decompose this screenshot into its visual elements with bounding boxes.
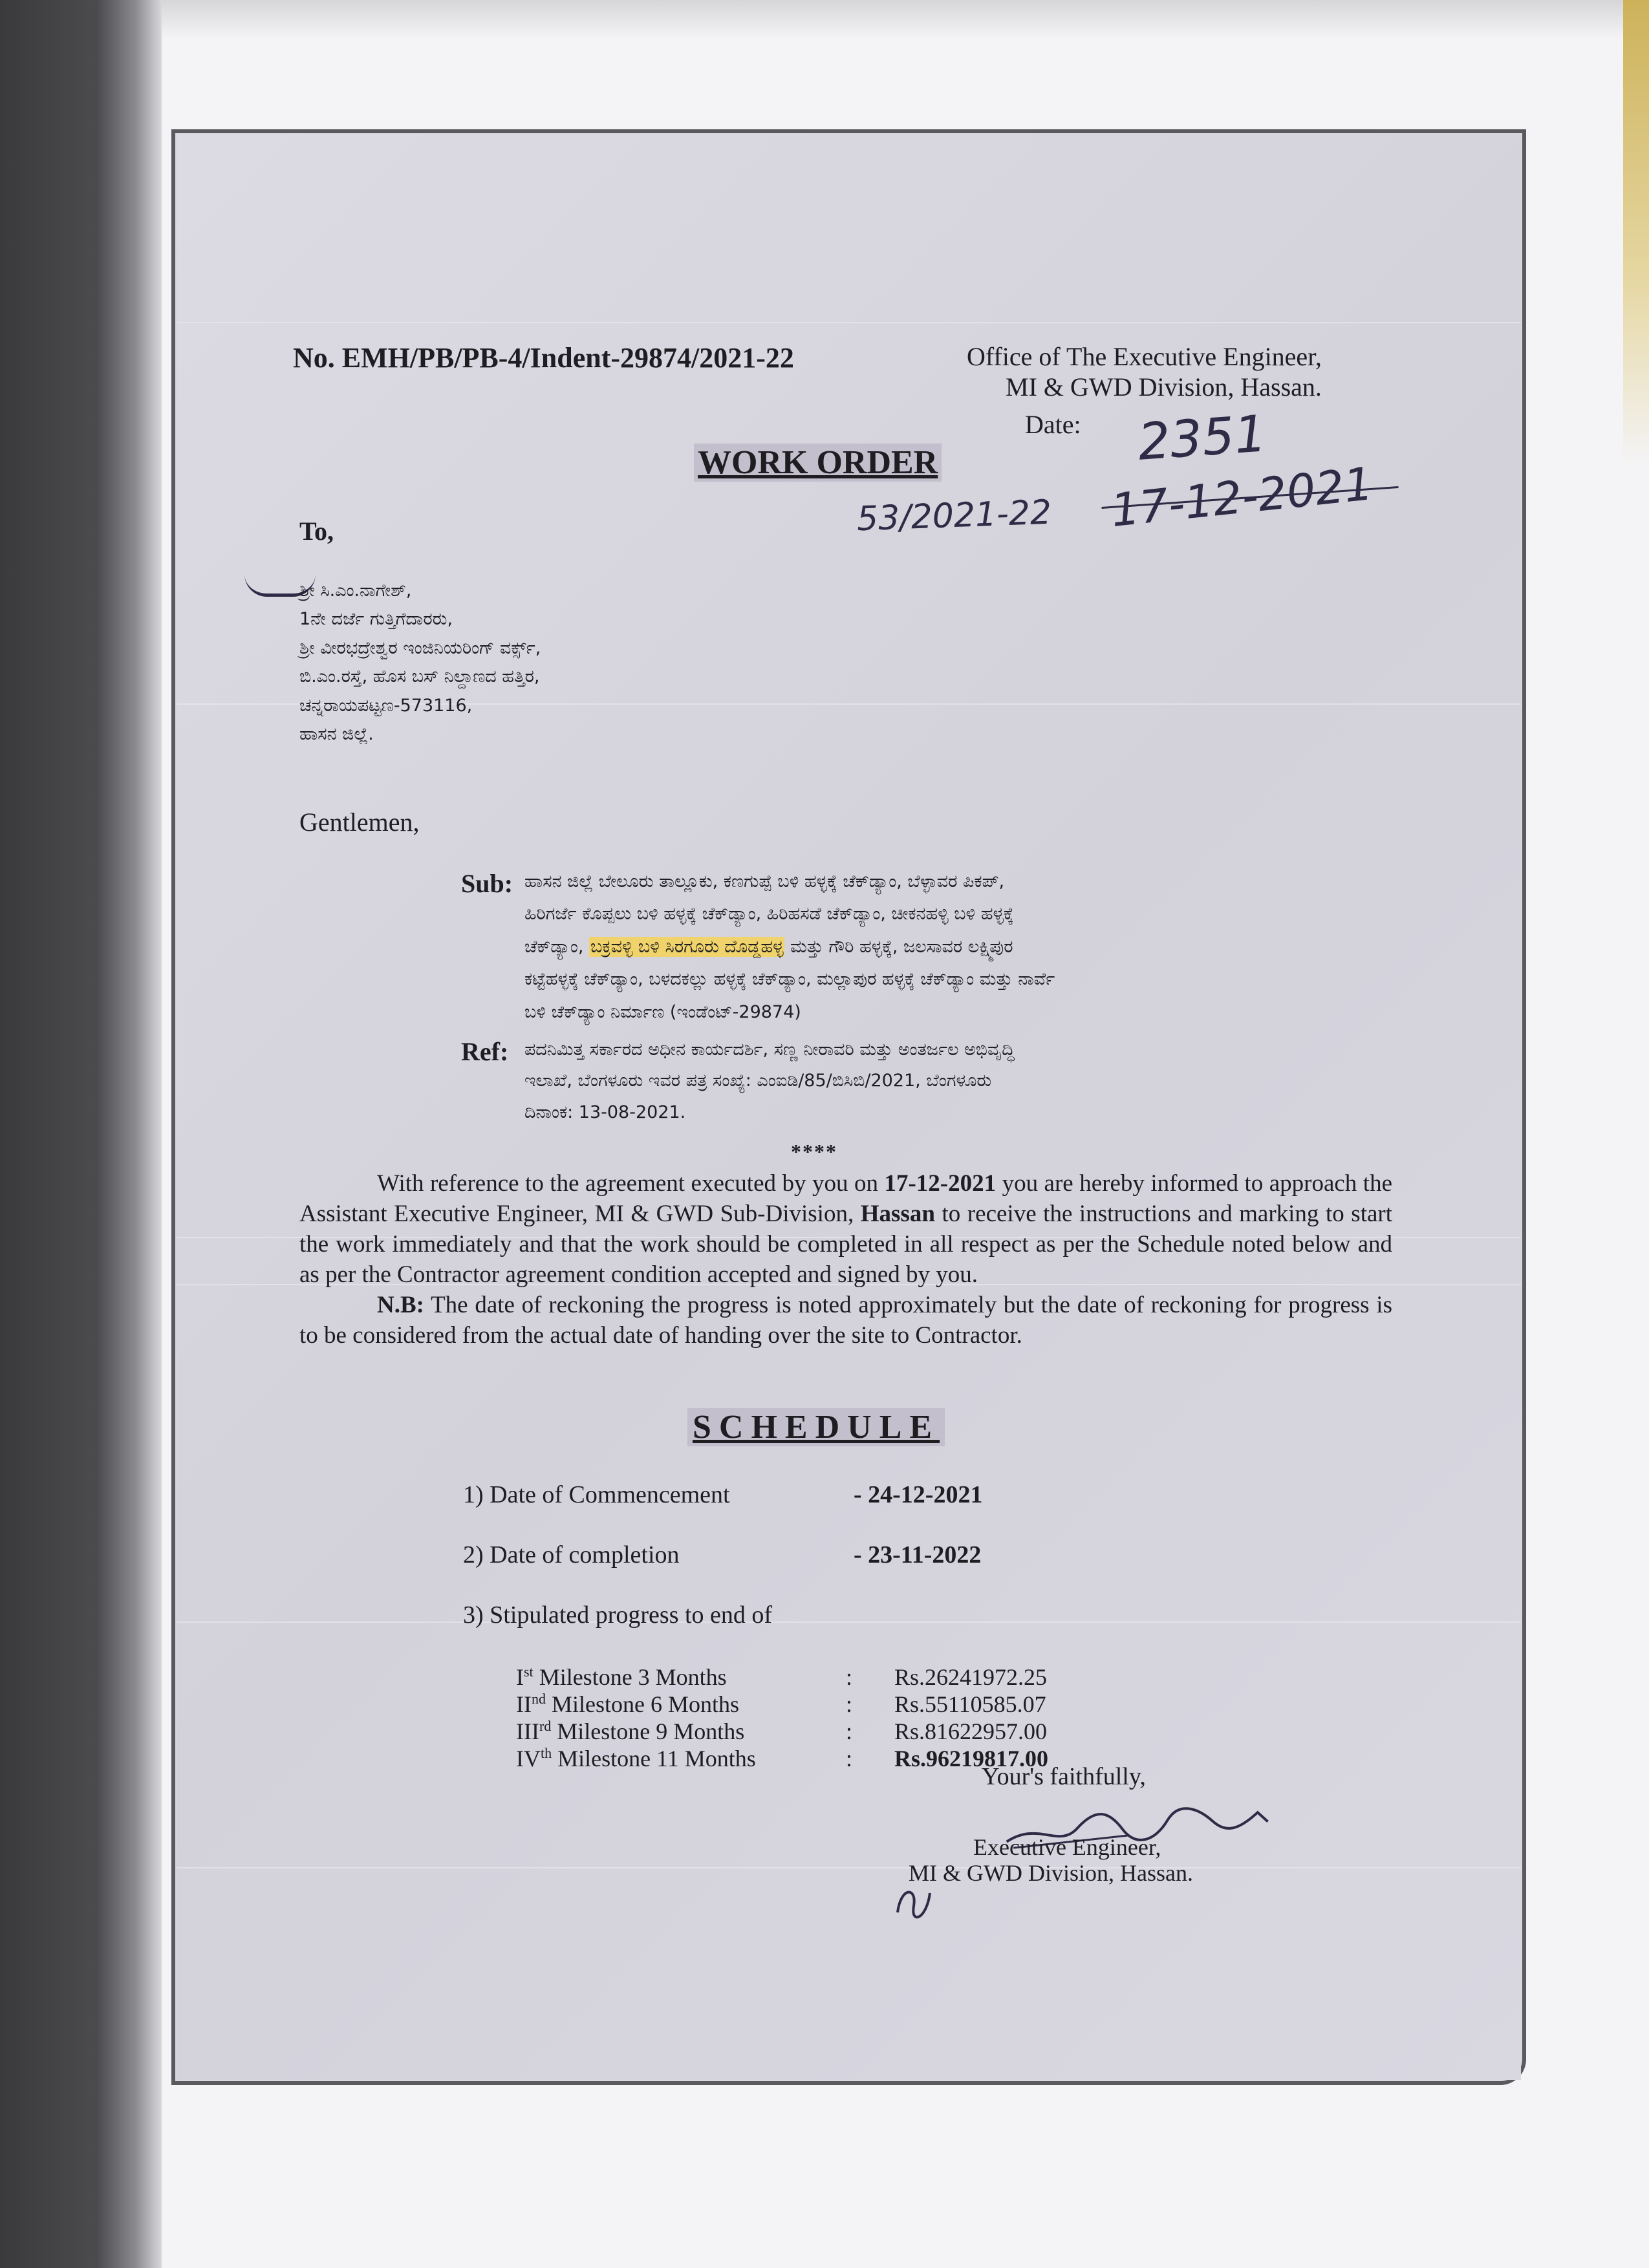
- milestone-amount: Rs.26241972.25: [894, 1664, 1048, 1690]
- address-line: ಹಾಸನ ಜಿಲ್ಲೆ.: [299, 723, 374, 744]
- schedule-value: - 23-11-2022: [854, 1541, 982, 1568]
- address-line: 1ನೇ ದರ್ಜೆ ಗುತ್ತಿಗೆದಾರರು,: [299, 609, 453, 630]
- scanline: [177, 1867, 1521, 1868]
- subject-line: [524, 937, 1055, 957]
- reference-number: No. EMH/PB/PB-4/Indent-29874/2021-22: [293, 342, 794, 374]
- milestone-amount: Rs.55110585.07: [894, 1691, 1046, 1717]
- scanline: [177, 1621, 1521, 1623]
- handwritten-date: 17-12-2021: [1108, 456, 1375, 538]
- place-name: Hassan: [860, 1200, 935, 1227]
- reference-line: ಇಲಾಖೆ, ಬೆಂಗಳೂರು ಇವರ ಪತ್ರ ಸಂಖ್ಯೆ: ಎಂಐಡಿ/85/ಬಿಸಿಬಿ/2021, ಬೆಂಗಳೂರು: [524, 1071, 992, 1091]
- nb-paragraph: [299, 1290, 1392, 1351]
- milestone-amount: Rs.81622957.00: [894, 1718, 1048, 1744]
- schedule-title: SCHEDULE: [687, 1408, 945, 1446]
- address-line: ಬಿ.ಎಂ.ರಸ್ತೆ, ಹೊಸ ಬಸ್ ನಿಲ್ದಾಣದ ಹತ್ತಿರ,: [299, 667, 540, 687]
- highlighted-text: ಬಕ್ರವಳ್ಳಿ ಬಳಿ ಸಿರಗೂರು ದೊಡ್ಡಹಳ್ಳ: [590, 936, 784, 957]
- nb-text: The date of reckoning the progress is noted approximately but the date of reckoning for progress is to be considered from the actual date of handing over the site to Contractor.: [299, 1291, 1392, 1349]
- reference-text: [524, 1040, 1015, 1133]
- agreement-date: 17-12-2021: [884, 1170, 997, 1197]
- schedule-value: - 24-12-2021: [854, 1481, 983, 1508]
- scanner-shadow: [0, 0, 162, 2268]
- scanner-top-band: [162, 0, 1649, 39]
- initials-mark: [891, 1880, 936, 1932]
- milestone-label: IInd Milestone 6 Months: [516, 1691, 739, 1717]
- subject-line: ಕಟ್ಟೆಹಳ್ಳಕ್ಕೆ ಚೆಕ್‌ಡ್ಯಾಂ, ಬಳದಕಲ್ಲು ಹಳ್ಳಕ್ಕೆ ಚೆಕ್‌ಡ್ಯಾಂ, ಮಲ್ಲಾಪುರ ಹಳ್ಳಕ್ಕೆ ಚೆಕ್‌ಡ್ಯಾಂ ಮತ್ತು ನಾರ್ವೆ: [524, 969, 1055, 990]
- to-label: To,: [299, 517, 334, 546]
- subject-text: [524, 872, 1055, 1034]
- separator-stars: ****: [791, 1140, 837, 1163]
- milestone-colon: :: [846, 1718, 853, 1744]
- subject-line: ಹಿರಿಗರ್ಜೆ ಕೊಪ್ಪಲು ಬಳಿ ಹಳ್ಳಕ್ಕೆ ಚೆಕ್‌ಡ್ಯಾಂ, ಹಿರಿಹಸಡೆ ಚೆಕ್‌ಡ್ಯಾಂ, ಚೀಕನಹಳ್ಳಿ ಬಳಿ ಹಳ್ಳಕ್ಕೆ: [524, 904, 1014, 925]
- reference-line: ದಿನಾಂಕ: 13-08-2021.: [524, 1102, 686, 1122]
- schedule-label: 1) Date of Commencement: [463, 1481, 730, 1508]
- signatory-office: MI & GWD Division, Hassan.: [909, 1860, 1193, 1886]
- initials-scribble: [891, 1880, 936, 1925]
- para-text: With reference to the agreement executed by you on: [377, 1170, 878, 1197]
- nb-label: N.B:: [377, 1291, 424, 1318]
- milestone-colon: :: [846, 1664, 853, 1690]
- para-text: to receive the instructions and marking to start the work immediately and that the work should be completed in all respect as per the Schedule noted below and as per the Contractor agreement condition accepted and signed by you.: [299, 1200, 1393, 1288]
- scanline: [177, 322, 1521, 323]
- greeting: Gentlemen,: [299, 808, 420, 837]
- office-line-2: MI & GWD Division, Hassan.: [1006, 372, 1322, 401]
- handwritten-number: 2351: [1136, 405, 1269, 472]
- letter-sheet-body: [177, 134, 1521, 2080]
- schedule-label: 3) Stipulated progress to end of: [463, 1601, 773, 1629]
- document-title: WORK ORDER: [694, 444, 942, 482]
- subject-line-end: ಮತ್ತು ಗೌರಿ ಹಳ್ಳಕ್ಕೆ, ಜಲಸಾವರ ಲಕ್ಷ್ಮಿಪುರ: [784, 936, 1013, 957]
- subject-line: ಬಳಿ ಚೆಕ್‌ಡ್ಯಾಂ ನಿರ್ಮಾಣ (ಇಂಡೆಂಟ್-29874): [524, 1001, 801, 1022]
- schedule-label: 2) Date of completion: [463, 1541, 680, 1568]
- milestone-colon: :: [846, 1691, 853, 1717]
- para-text: you are hereby informed to approach the Assistant Executive Engineer, MI & GWD Sub-Division,: [299, 1170, 1392, 1227]
- date-label: Date:: [1025, 410, 1081, 439]
- body-paragraph: [299, 1169, 1392, 1290]
- address-block: [299, 581, 541, 753]
- milestone-label: IIIrd Milestone 9 Months: [516, 1718, 745, 1744]
- milestone-label: Ist Milestone 3 Months: [516, 1664, 727, 1690]
- signatory-title: Executive Engineer,: [973, 1834, 1161, 1860]
- office-block: [967, 341, 1322, 402]
- address-line: ಚನ್ನರಾಯಪಟ್ಟಣ-573116,: [299, 695, 473, 716]
- letter-sheet: [171, 129, 1526, 2085]
- milestone-amount: Rs.96219817.00: [894, 1746, 1049, 1771]
- address-line: ಶ್ರೀ ವೀರಭದ್ರೇಶ್ವರ ಇಂಜಿನಿಯರಿಂಗ್ ವರ್ಕ್ಸ್,: [299, 637, 541, 658]
- folder-edge: [1623, 0, 1649, 465]
- subject-line: ಹಾಸನ ಜಿಲ್ಲೆ ಬೇಲೂರು ತಾಲ್ಲೂಕು, ಕಣಗುಪ್ಪೆ ಬಳಿ ಹಳ್ಳಕ್ಕೆ ಚೆಕ್‌ಡ್ಯಾಂ, ಬೆಳ್ಳಾವರ ಪಿಕಪ್,: [524, 872, 1005, 892]
- body-text: [299, 1169, 1392, 1351]
- reference-line: ಪದನಿಮಿತ್ತ ಸರ್ಕಾರದ ಅಧೀನ ಕಾರ್ಯದರ್ಶಿ, ಸಣ್ಣ ನೀರಾವರಿ ಮತ್ತು ಅಂತರ್ಜಲ ಅಭಿವೃದ್ಧಿ: [524, 1040, 1015, 1060]
- reference-label: Ref:: [461, 1037, 509, 1066]
- subject-line-start: ಚೆಕ್‌ಡ್ಯಾಂ,: [524, 936, 590, 957]
- subject-label: Sub:: [461, 869, 513, 898]
- closing: Your's faithfully,: [982, 1763, 1146, 1790]
- milestone-label: IVth Milestone 11 Months: [516, 1745, 756, 1771]
- milestone-colon: :: [846, 1746, 853, 1771]
- office-line-1: Office of The Executive Engineer,: [967, 342, 1322, 371]
- address-line: ಶ್ರೀ ಸಿ.ಎಂ.ನಾಗೇಶ್,: [299, 581, 412, 601]
- handwritten-reference: 53/2021-22: [856, 493, 1052, 539]
